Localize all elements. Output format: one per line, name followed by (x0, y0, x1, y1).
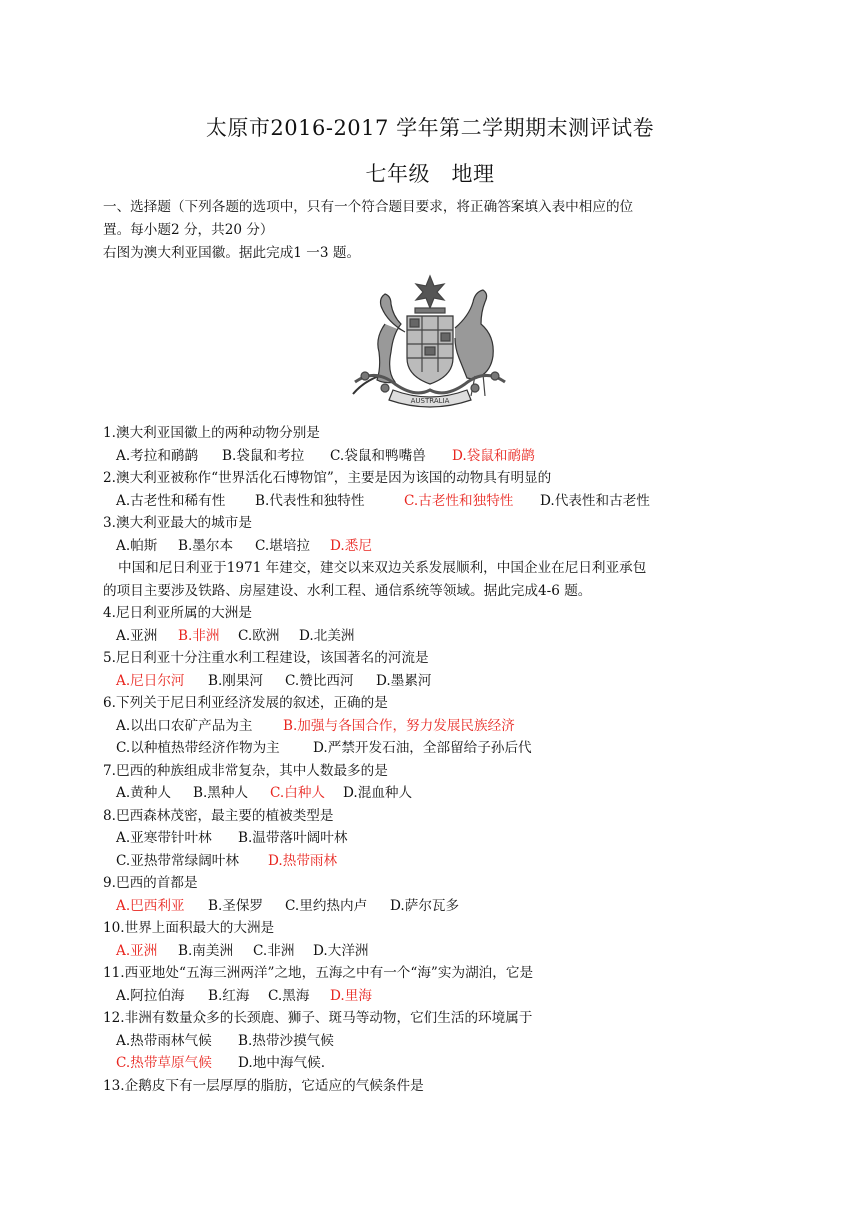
question-9-stem: 9.巴西的首都是 (103, 875, 198, 891)
question-3-option-b: B.墨尔本 (178, 538, 234, 554)
question-2-option-d: D.代表性和古老性 (540, 493, 650, 509)
question-11-option-c: C.黑海 (268, 988, 310, 1004)
question-4-stem: 4.尼日利亚所属的大洲是 (103, 605, 252, 621)
passage-nigeria-line2: 的项目主要涉及铁路、房屋建设、水利工程、通信系统等领域。据此完成4-6 题。 (103, 583, 592, 599)
question-11-option-b: B.红海 (208, 988, 250, 1004)
question-2-option-b: B.代表性和独特性 (255, 493, 365, 509)
question-12-option-c-answer: C.热带草原气候 (116, 1055, 212, 1071)
exam-title: 太原市2016-2017 学年第二学期期末测评试卷 (205, 116, 655, 140)
question-6-option-d: D.严禁开发石油，全部留给子孙后代 (313, 740, 532, 756)
question-7-stem: 7.巴西的种族组成非常复杂，其中人数最多的是 (103, 763, 388, 779)
passage-nigeria-line1: 中国和尼日利亚于1971 年建交，建交以来双边关系发展顺利，中国企业在尼日利亚承包 (118, 560, 647, 576)
question-12-option-d: D.地中海气候. (238, 1055, 326, 1071)
section-instructions-line2: 置。每小题2 分，共20 分） (103, 222, 274, 238)
question-1-option-d-answer: D.袋鼠和鸸鹋 (452, 448, 535, 464)
question-6-option-a: A.以出口农矿产品为主 (116, 718, 253, 734)
question-12-option-a: A.热带雨林气候 (116, 1033, 212, 1049)
section-intro: 右图为澳大利亚国徽。据此完成1 一3 题。 (103, 245, 361, 261)
question-3-option-d-answer: D.悉尼 (330, 538, 372, 554)
question-12-stem: 12.非洲有数量众多的长颈鹿、狮子、斑马等动物，它们生活的环境属于 (103, 1010, 533, 1026)
question-12-option-b: B.热带沙摸气候 (238, 1033, 334, 1049)
australia-coat-of-arms-icon (335, 272, 525, 418)
question-10-option-a-answer: A.亚洲 (116, 943, 158, 959)
question-6-option-b-answer: B.加强与各国合作，努力发展民族经济 (283, 718, 515, 734)
question-7-option-a: A.黄种人 (116, 785, 171, 801)
question-2-option-a: A.古老性和稀有性 (116, 493, 226, 509)
question-4-option-b-answer: B.非洲 (178, 628, 220, 644)
question-10-option-b: B.南美洲 (178, 943, 234, 959)
question-5-option-a-answer: A.尼日尔河 (116, 673, 185, 689)
question-9-option-c: C.里约热内卢 (285, 898, 368, 914)
question-3-stem: 3.澳大利亚最大的城市是 (103, 515, 252, 531)
question-7-option-b: B.黑种人 (193, 785, 249, 801)
question-4-option-c: C.欧洲 (238, 628, 280, 644)
question-8-option-a: A.亚寒带针叶林 (116, 830, 212, 846)
question-11-option-a: A.阿拉伯海 (116, 988, 185, 1004)
question-1-option-a: A.考拉和鸸鹋 (116, 448, 199, 464)
question-5-option-b: B.刚果河 (208, 673, 264, 689)
question-2-option-c-answer: C.古老性和独特性 (404, 493, 514, 509)
question-10-stem: 10.世界上面积最大的大洲是 (103, 920, 275, 936)
question-7-option-d: D.混血种人 (343, 785, 413, 801)
question-5-option-c: C.赞比西河 (285, 673, 354, 689)
section-instructions-line1: 一、选择题（下列各题的选项中，只有一个符合题目要求，将正确答案填入表中相应的位 (103, 199, 634, 215)
question-6-option-c: C.以种植热带经济作物为主 (116, 740, 280, 756)
question-8-option-c: C.亚热带常绿阔叶林 (116, 853, 239, 869)
question-1-stem: 1.澳大利亚国徽上的两种动物分别是 (103, 425, 320, 441)
question-11-option-d-answer: D.里海 (330, 988, 372, 1004)
question-5-option-d: D.墨累河 (376, 673, 432, 689)
question-8-option-d-answer: D.热带雨林 (268, 853, 338, 869)
question-13-stem: 13.企鹅皮下有一层厚厚的脂肪，它适应的气候条件是 (103, 1078, 424, 1094)
question-8-stem: 8.巴西森林茂密，最主要的植被类型是 (103, 808, 334, 824)
question-6-stem: 6.下列关于尼日利亚经济发展的叙述，正确的是 (103, 695, 388, 711)
question-3-option-a: A.帕斯 (116, 538, 158, 554)
question-1-option-c: C.袋鼠和鸭嘴兽 (330, 448, 426, 464)
question-4-option-d: D.北美洲 (299, 628, 355, 644)
question-9-option-d: D.萨尔瓦多 (390, 898, 460, 914)
question-4-option-a: A.亚洲 (116, 628, 158, 644)
question-9-option-b: B.圣保罗 (208, 898, 264, 914)
question-1-option-b: B.袋鼠和考拉 (222, 448, 305, 464)
question-10-option-c: C.非洲 (253, 943, 295, 959)
question-8-option-b: B.温带落叶阔叶林 (238, 830, 348, 846)
svg-text:AUSTRALIA: AUSTRALIA (410, 397, 450, 405)
question-2-stem: 2.澳大利亚被称作“世界活化石博物馆”，主要是因为该国的动物具有明显的 (103, 470, 552, 486)
question-3-option-c: C.堪培拉 (255, 538, 311, 554)
exam-subtitle: 七年级 地理 (365, 162, 495, 186)
question-11-stem: 11.西亚地处“五海三洲两洋”之地，五海之中有一个“海”实为湖泊，它是 (103, 965, 534, 981)
question-10-option-d: D.大洋洲 (313, 943, 369, 959)
question-7-option-c-answer: C.白种人 (270, 785, 326, 801)
question-5-stem: 5.尼日利亚十分注重水利工程建设，该国著名的河流是 (103, 650, 429, 666)
question-9-option-a-answer: A.巴西利亚 (116, 898, 185, 914)
